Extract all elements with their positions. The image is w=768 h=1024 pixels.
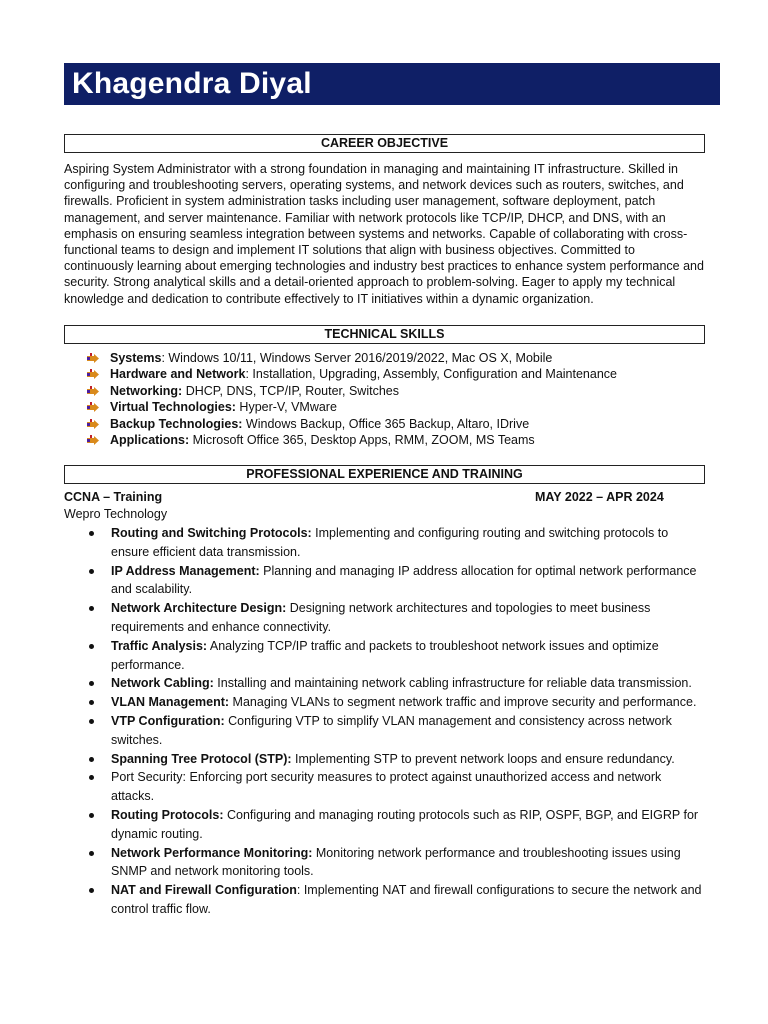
arrow-bullet-icon: [86, 434, 100, 446]
list-item: Routing and Switching Protocols: Implementing and configuring routing and switching protocols to ensure efficient data transmission.: [86, 524, 704, 562]
list-item: Routing Protocols: Configuring and managing routing protocols such as RIP, OSPF, BGP, and EIGRP for dynamic routing.: [86, 806, 704, 844]
experience-title: CCNA – Training: [64, 490, 163, 504]
career-objective-heading: CAREER OBJECTIVE: [64, 134, 705, 153]
list-item: IP Address Management: Planning and managing IP address allocation for optimal network performance and scalability.: [86, 562, 704, 600]
skill-item-systems: Systems: Windows 10/11, Windows Server 2016/2019/2022, Mac OS X, Mobile: [86, 350, 706, 366]
list-item: Network Cabling: Installing and maintaining network cabling infrastructure for reliable data transmission.: [86, 674, 704, 693]
skill-item-networking: Networking: DHCP, DNS, TCP/IP, Router, Switches: [86, 383, 706, 399]
list-item: VLAN Management: Managing VLANs to segment network traffic and improve security and performance.: [86, 693, 704, 712]
arrow-bullet-icon: [86, 418, 100, 430]
list-item: Network Performance Monitoring: Monitoring network performance and troubleshooting issues using SNMP and network monitoring tools.: [86, 844, 704, 882]
arrow-bullet-icon: [86, 368, 100, 380]
list-item: Spanning Tree Protocol (STP): Implementing STP to prevent network loops and ensure redundancy.: [86, 750, 704, 769]
list-item: Network Architecture Design: Designing network architectures and topologies to meet business requirements and enhance connectivity.: [86, 599, 704, 637]
skill-item-applications: Applications: Microsoft Office 365, Desktop Apps, RMM, ZOOM, MS Teams: [86, 432, 706, 448]
experience-heading: PROFESSIONAL EXPERIENCE AND TRAINING: [64, 465, 705, 484]
list-item: Traffic Analysis: Analyzing TCP/IP traffic and packets to troubleshoot network issues and optimize performance.: [86, 637, 704, 675]
experience-dates: MAY 2022 – APR 2024: [535, 490, 664, 504]
technical-skills-list: [86, 350, 706, 448]
name-banner: [64, 63, 720, 105]
list-item: Port Security: Enforcing port security measures to protect against unauthorized access and network attacks.: [86, 768, 704, 806]
technical-skills-heading: TECHNICAL SKILLS: [64, 325, 705, 344]
experience-organization: Wepro Technology: [64, 507, 168, 521]
skill-item-virtual: Virtual Technologies: Hyper-V, VMware: [86, 399, 706, 415]
list-item: NAT and Firewall Configuration: Implementing NAT and firewall configurations to secure the network and control traffic flow.: [86, 881, 704, 919]
list-item: VTP Configuration: Configuring VTP to simplify VLAN management and consistency across network switches.: [86, 712, 704, 750]
arrow-bullet-icon: [86, 385, 100, 397]
candidate-name: Khagendra Diyal: [72, 67, 312, 100]
skill-item-hardware: Hardware and Network: Installation, Upgrading, Assembly, Configuration and Maintenance: [86, 366, 706, 382]
skill-item-backup: Backup Technologies: Windows Backup, Office 365 Backup, Altaro, IDrive: [86, 416, 706, 432]
experience-list: [86, 524, 704, 919]
arrow-bullet-icon: [86, 401, 100, 413]
arrow-bullet-icon: [86, 352, 100, 364]
career-objective-text: Aspiring System Administrator with a strong foundation in managing and maintaining IT infrastructure. Skilled in configuring and troubleshooting servers, operating systems, and network devices such as routers, switches, and firewalls. Proficient in system administration tasks including user management, software deployment, patch management, and server maintenance. Familiar with network protocols like TCP/IP, DHCP, and DNS, with an emphasis on ensuring seamless integration between systems and networks. Capable of collaborating with cross-functional teams to design and implement IT solutions that align with business objectives. Committed to continuously learning about emerging technologies and industry best practices to enhance system performance and security. Strong analytical skills and a detail-oriented approach to problem-solving. Eager to apply my technical knowledge and dedication to contribute effectively to IT initiatives within a dynamic organization.: [64, 162, 704, 306]
